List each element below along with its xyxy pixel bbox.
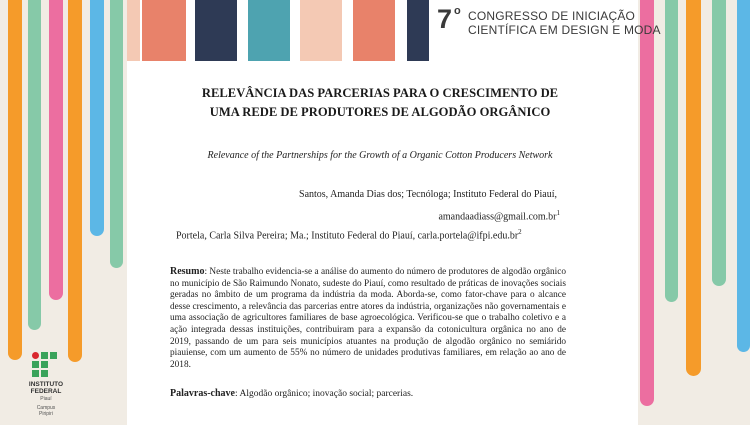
decorative-stripe <box>49 0 63 300</box>
logo-square <box>41 370 48 377</box>
header-color-block <box>248 0 290 61</box>
decorative-stripe <box>28 0 41 330</box>
logo-name-line2: FEDERAL <box>30 388 62 395</box>
header-color-block <box>353 0 395 61</box>
logo-name-line1: INSTITUTO <box>28 381 64 388</box>
logo-campus <box>22 406 70 417</box>
congress-title <box>437 4 661 56</box>
author1-email-line <box>438 209 560 222</box>
header-color-block <box>407 0 429 61</box>
logo-campus-line2: Piripiri <box>39 410 53 417</box>
logo-square <box>50 352 57 359</box>
decorative-stripe <box>110 0 123 268</box>
paper-title-line1: RELEVÂNCIA DAS PARCERIAS PARA O CRESCIMENTO DE <box>201 86 559 100</box>
decorative-stripe <box>712 0 726 286</box>
logo-square <box>41 361 48 368</box>
decorative-stripe <box>640 0 654 406</box>
logo-name <box>22 381 70 395</box>
header-color-block <box>195 0 237 61</box>
decorative-stripe <box>8 0 22 360</box>
header-color-block <box>142 0 186 61</box>
abstract-text: : Neste trabalho evidencia-se a análise do aumento do número de produtores de algodão orgânico no município de São Raimundo Nonato, sudeste do Piauí, como resultado de práticas de inovações sociais geradas no âmbito de um programa da indústria da moda. Aborda-se, como fator-chave para o alcance desse crescimento, a relevância das parcerias entre atores da indústria, organizações não governamentais e uma associação de agricultores familiares de base agroecológica. Verificou-se que o trabalho coletivo e a ação integrada dessas instituições, contribuiram para a expansão da cotonicultura orgânica no ano de 2019, passando de um para seis municípios atuantes na produção de algodão orgânico no semiárido piauiense, com um aumento de 55% no número de unidades produtivas familiares, em relação ao ano de 2018. <box>170 267 566 370</box>
decorative-stripe <box>68 0 82 362</box>
author1-affiliation: Santos, Amanda Dias dos; Tecnóloga; Instituto Federal do Piauí, <box>299 189 557 200</box>
header-color-block <box>127 0 140 61</box>
congress-number: 7 <box>437 4 453 34</box>
decorative-stripe <box>665 0 678 302</box>
decorative-stripe <box>737 0 750 352</box>
author2-affiliation: Portela, Carla Silva Pereira; Ma.; Instituto Federal do Piauí, carla.portela@ifpi.edu.br <box>176 230 519 242</box>
congress-title-line2: CIENTÍFICA EM DESIGN E MODA <box>468 23 661 37</box>
keywords-label: Palavras-chave <box>170 388 235 399</box>
congress-title-line1: CONGRESSO DE INICIAÇÃO <box>468 9 636 23</box>
keywords <box>170 388 570 399</box>
logo-square <box>32 361 39 368</box>
header-color-block <box>300 0 342 61</box>
logo-square <box>32 370 39 377</box>
paper-title <box>150 84 610 122</box>
logo-campus-line1: Campus <box>36 405 56 411</box>
author1-email: amandaadiass@gmail.com.br <box>438 211 557 223</box>
abstract-label: Resumo <box>170 266 205 277</box>
logo-square <box>32 352 39 359</box>
decorative-stripe <box>686 0 701 376</box>
author2-footnote: 2 <box>518 228 522 236</box>
paper-title-line2: UMA REDE DE PRODUTORES DE ALGODÃO ORGÂNICO <box>209 105 551 119</box>
abstract <box>170 266 566 371</box>
author2-affiliation-line <box>176 228 522 241</box>
decorative-stripe <box>90 0 104 236</box>
congress-number-suffix: o <box>454 5 461 17</box>
institute-logo <box>22 352 70 417</box>
keywords-text: : Algodão orgânico; inovação social; parcerias. <box>235 389 414 399</box>
logo-state: Piauí <box>40 396 52 402</box>
paper-subtitle: Relevance of the Partnerships for the Growth of a Organic Cotton Producers Network <box>207 150 553 161</box>
author1-footnote: 1 <box>556 209 560 217</box>
logo-square <box>41 352 48 359</box>
